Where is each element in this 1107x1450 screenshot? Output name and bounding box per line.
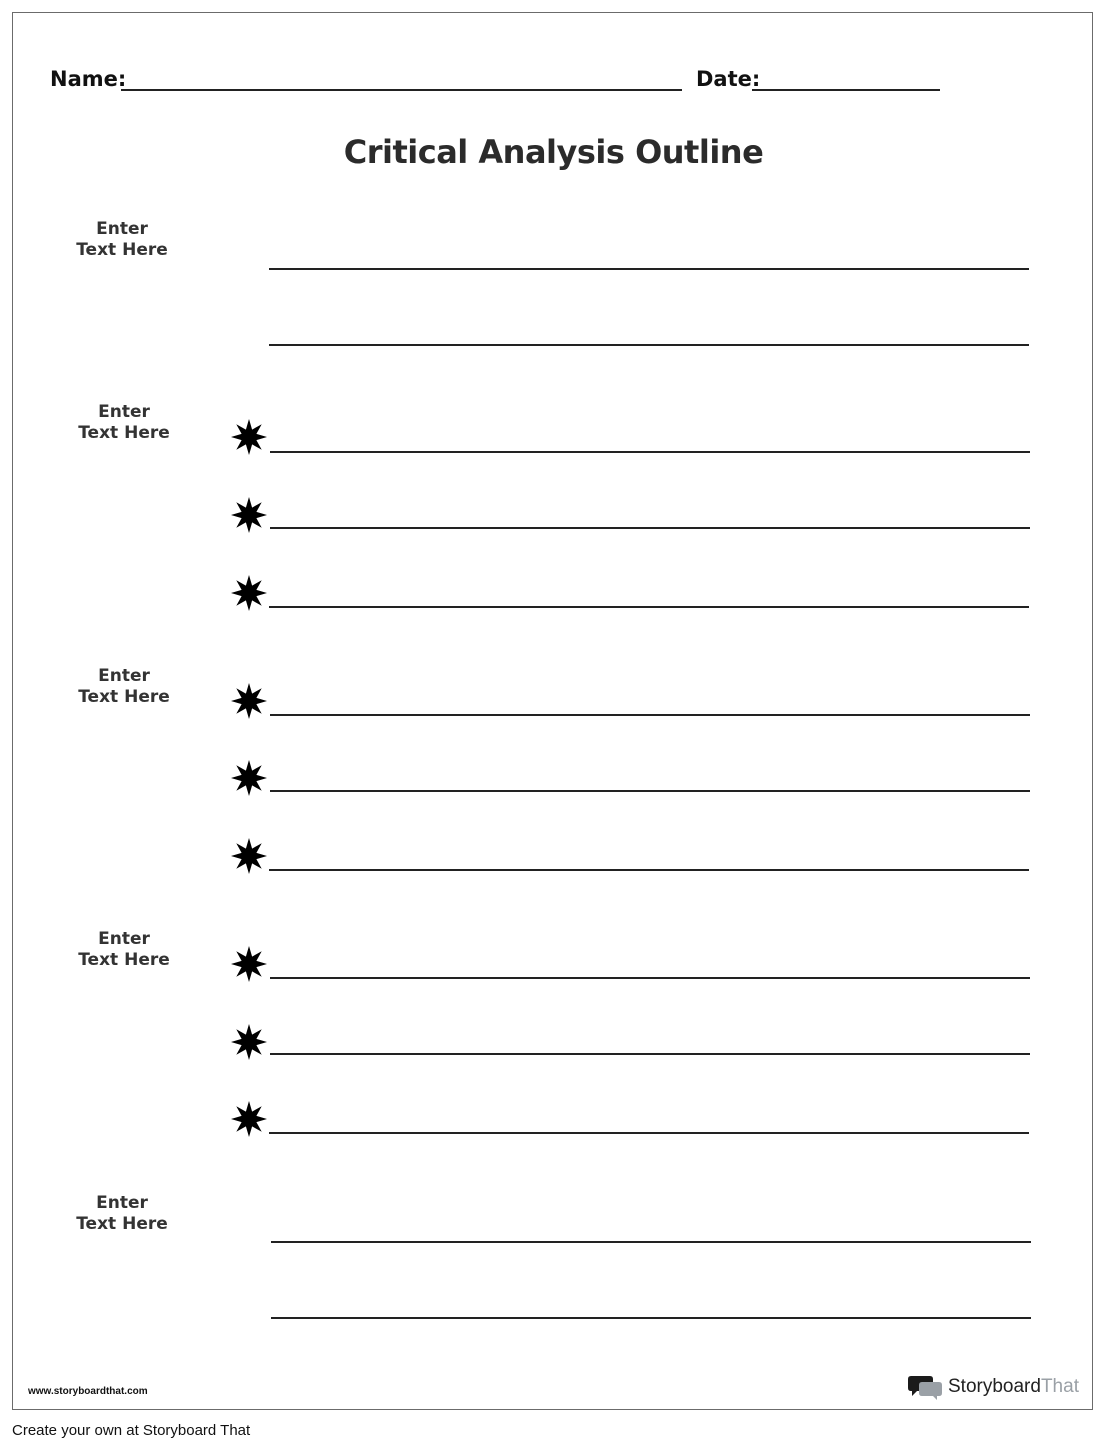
star-burst-icon <box>231 683 267 719</box>
star-burst-icon <box>231 497 267 533</box>
brand-accent: That <box>1040 1376 1079 1397</box>
writing-line[interactable] <box>271 1241 1031 1243</box>
section-label-4 <box>64 929 184 971</box>
footer-url[interactable]: www.storyboardthat.com <box>28 1386 148 1397</box>
page-title: Critical Analysis Outline <box>343 133 764 171</box>
storyboardthat-logo[interactable] <box>908 1373 1079 1401</box>
name-field[interactable] <box>121 89 682 91</box>
section-label-line: Text Here <box>76 1214 168 1234</box>
section-label-line: Enter <box>98 929 150 949</box>
writing-line[interactable] <box>270 1053 1030 1055</box>
section-label-2 <box>64 402 184 444</box>
writing-line[interactable] <box>269 606 1029 608</box>
date-field[interactable] <box>752 89 940 91</box>
star-burst-icon <box>231 1024 267 1060</box>
speech-bubbles-icon <box>908 1374 942 1400</box>
section-label-3 <box>64 666 184 708</box>
create-your-own-link[interactable]: Create your own at Storyboard That <box>12 1422 251 1439</box>
star-burst-icon <box>231 760 267 796</box>
star-burst-icon <box>231 419 267 455</box>
writing-line[interactable] <box>269 268 1029 270</box>
writing-line[interactable] <box>270 451 1030 453</box>
star-burst-icon <box>231 1101 267 1137</box>
writing-line[interactable] <box>269 344 1029 346</box>
section-label-line: Text Here <box>78 423 170 443</box>
star-burst-icon <box>231 838 267 874</box>
section-label-line: Enter <box>98 402 150 422</box>
date-label: Date: <box>696 67 761 91</box>
section-label-line: Enter <box>98 666 150 686</box>
section-label-5 <box>62 1193 182 1235</box>
section-label-line: Text Here <box>76 240 168 260</box>
section-label-1 <box>62 219 182 261</box>
section-label-line: Enter <box>96 1193 148 1213</box>
section-label-line: Text Here <box>78 687 170 707</box>
writing-line[interactable] <box>269 1132 1029 1134</box>
writing-line[interactable] <box>269 869 1029 871</box>
brand-name <box>948 1376 1079 1398</box>
writing-line[interactable] <box>270 527 1030 529</box>
writing-line[interactable] <box>270 977 1030 979</box>
writing-line[interactable] <box>270 714 1030 716</box>
writing-line[interactable] <box>270 790 1030 792</box>
section-label-line: Text Here <box>78 950 170 970</box>
star-burst-icon <box>231 575 267 611</box>
section-label-line: Enter <box>96 219 148 239</box>
star-burst-icon <box>231 946 267 982</box>
writing-line[interactable] <box>271 1317 1031 1319</box>
name-label: Name: <box>50 67 127 91</box>
brand-main: Storyboard <box>948 1376 1041 1397</box>
